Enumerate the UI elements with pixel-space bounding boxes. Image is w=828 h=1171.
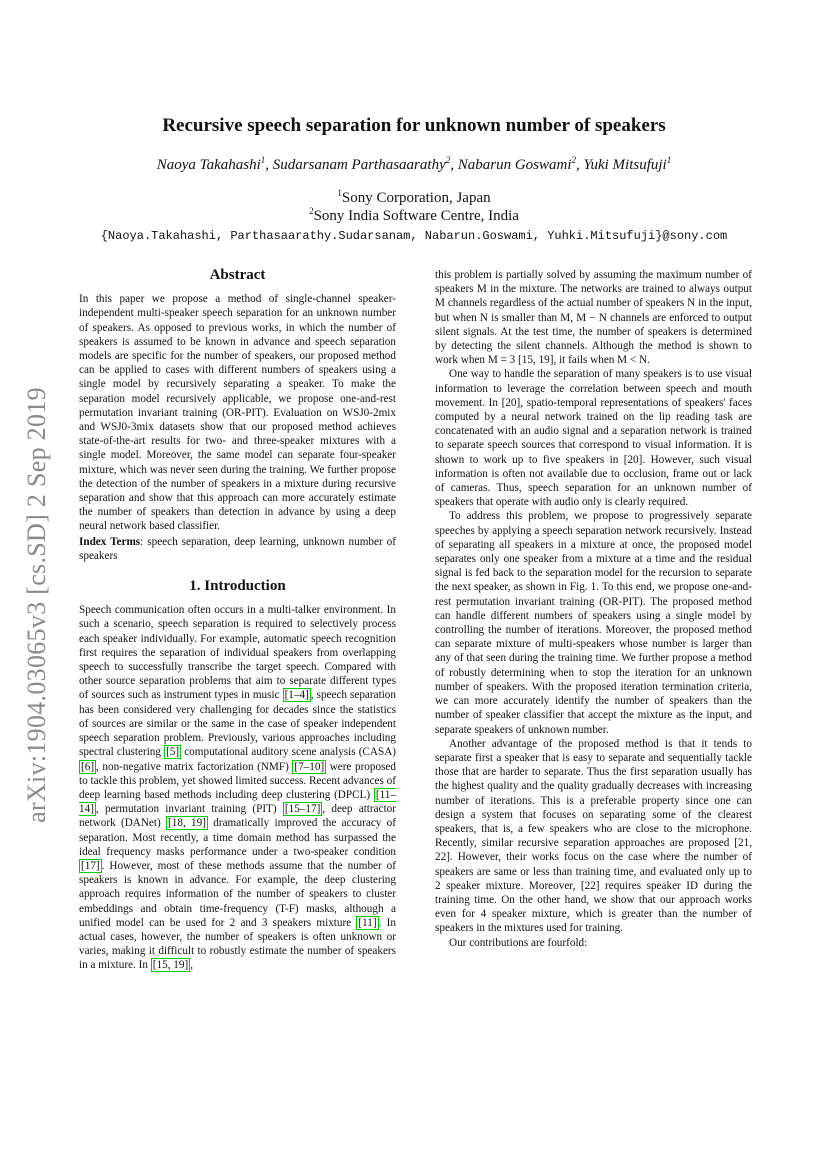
intro-text-segment: , — [190, 959, 193, 972]
index-terms-label: Index Terms — [79, 535, 141, 548]
arxiv-identifier-text: arXiv:1904.03065v3 [cs.SD] 2 Sep 2019 — [22, 387, 51, 823]
affiliation-mark: 1 — [260, 155, 266, 165]
citation-link[interactable]: [7–10] — [294, 760, 325, 773]
author-name: Yuki Mitsufuji — [583, 157, 667, 173]
body-paragraph: One way to handle the separation of many speakers is to use visual information to leverage the correlation between speech and mouth movement. In [20], spatio-temporal representations of speakers' faces computed by a neural network trained on the lip reading task are concatenated with an audio signal and a separation network is trained to separate speech sources that correspond to visual information. It is shown to work up to five speakers in [20]. However, such visual information is often not available due to occlusion, frame out or lack of cameras. Thus, speech separation for an unknown number of speakers that operate with audio only is clearly required. — [435, 368, 752, 509]
citation-link[interactable]: [15–17] — [284, 803, 321, 816]
affiliation-mark: 1 — [666, 155, 672, 165]
author-emails: {Naoya.Takahashi, Parthasaarathy.Sudarsanam, Nabarun.Goswami, Yuhki.Mitsufuji}@sony.com — [100, 229, 728, 243]
citation-link[interactable]: [15, 19] — [152, 959, 189, 972]
intro-text-segment: , deep attractor network (DANet) — [79, 803, 396, 830]
affiliation-mark: 1 — [337, 188, 342, 198]
intro-text-segment: , speech separation has been considered very challenging for decades since the statistics of sources are similar or the same in the case of speaker independent speech separation problem. Previously, various approaches including spectral clustering — [79, 689, 396, 759]
citation-link[interactable]: [5] — [166, 746, 180, 759]
intro-text-segment: computational auditory scene analysis (CASA) — [181, 746, 397, 759]
affiliation-1 — [0, 188, 828, 207]
affiliation-mark: 2 — [445, 155, 451, 165]
intro-text-segment: , non-negative matrix factorization (NMF) — [96, 760, 293, 773]
intro-text-segment: dramatically improved the accuracy of separation. Most recently, a time domain method has surpassed the ideal frequency masks performance under a two-speaker condition — [79, 817, 396, 858]
body-paragraph: this problem is partially solved by assuming the maximum number of speakers M in the mixture. The networks are trained to always output M channels regardless of the actual number of speakers N in the input, but when N is smaller than M, M − N channels are enforced to output silent signals. At the test time, the number of speakers is determined by detecting the silent channels. Although the method is shown to work when M = 3 [15, 19], it fails when M < N. — [435, 269, 752, 367]
abstract-text: In this paper we propose a method of single-channel speaker-independent multi-speaker speech separation for an unknown number of speakers. As opposed to previous works, in which the number of speakers is assumed to be known in advance and speech separation models are specific for the number of speakers, our proposed method can be applied to cases with different numbers of speakers using a single model by recursively separating a speaker. To make the separation model recursively applicable, we propose one-and-rest permutation invariant training (OR-PIT). Evaluation on WSJ0-2mix and WSJ0-3mix datasets show that our proposed method achieves state-of-the-art results for two- and three-speaker mixtures with a single model. Moreover, the same model can separate four-speaker mixture, which was never seen during the training. We further propose the detection of the number of speakers in a mixture during recursive separation and show that this approach can more accurately estimate the number of speakers than detection in advance by using a deep neural network based classifier. — [79, 293, 396, 533]
intro-text-segment: were proposed to tackle this problem, yet showed limited success. Recent advances of deep learning based methods including deep clustering (DPCL) — [79, 760, 396, 801]
citation-link[interactable]: [6] — [81, 760, 95, 773]
author-name: Naoya Takahashi — [156, 157, 261, 173]
author-name: Nabarun Goswami — [457, 157, 572, 173]
right-column — [435, 268, 752, 950]
intro-text-segment: . In actual cases, however, the number of speakers is often unknown or varies, making it difficult to robustly estimate the number of speakers in a mixture. In — [79, 916, 396, 972]
author-list: Naoya Takahashi$^1$, Sudarsanam Parthasaarathy$^2$, Nabarun Goswami$^2$, Yuki Mitsufuji$^1$ — [156, 155, 672, 173]
affiliation-text: Sony India Software Centre, India — [313, 208, 519, 224]
introduction-heading: 1. Introduction — [189, 578, 286, 595]
author-name: Sudarsanam Parthasaarathy — [272, 157, 446, 173]
citation-link[interactable]: [1–4] — [284, 689, 309, 702]
arxiv-identifier — [22, 370, 52, 840]
abstract-heading: Abstract — [209, 267, 266, 283]
citation-link[interactable]: [11–14] — [79, 788, 396, 816]
affiliation-mark: 2 — [571, 155, 577, 165]
citation-link[interactable]: [11] — [358, 916, 377, 929]
affiliation-mark: 2 — [309, 206, 314, 216]
intro-text-segment: Speech communication often occurs in a multi-talker environment. In such a scenario, speech separation is required to selectively process each speaker individually. For example, automatic speech recognition first requires the separation of individual speakers from overlapping speech to successfully transcribe the target speech. Compared with other source separation problems that aim to separate different types of sources such as instrument types in music — [79, 604, 396, 702]
citation-link[interactable]: [18, 19] — [168, 817, 206, 830]
intro-text-segment: . However, most of these methods assume that the number of speakers is known in advance. For example, the deep clustering approach requires information of the number of speakers to cluster embeddings and obtain time-frequency (T-F) masks, although a unified model can be used for 2 and 3 speakers mixture — [79, 859, 396, 929]
body-paragraph: Our contributions are fourfold: — [449, 936, 588, 949]
body-paragraph: To address this problem, we propose to progressively separate speeches by applying a speech separation network recursively. Instead of separating all speakers in a mixture at once, the proposed model separates only one speaker from a mixture at a time and the residual signal is fed back to the separation model for the recursion to separate the next speaker, as shown in Fig. 1. To this end, we propose one-and-rest permutation invariant training (OR-PIT). The proposed method can handle different numbers of speakers using a single model by controlling the number of iterations. Moreover, the proposed method can separate mixture of multi-speakers whose number is larger than any of that seen during the training time. We further propose a method of robustly determining when to stop the iteration for an unknown number of speakers. With the proposed iteration termination criteria, we can more accurately identify the number of speakers than the number of speaker classifier that accept the mixture as the input, and separate speakers of unknown number. — [435, 510, 752, 736]
paper-title: Recursive speech separation for unknown number of speakers — [162, 115, 666, 136]
intro-text-segment: , permutation invariant training (PIT) — [95, 803, 283, 816]
index-terms-text: : speech separation, deep learning, unknown number of speakers — [79, 535, 396, 562]
index-terms — [79, 535, 396, 563]
citation-link[interactable]: [17] — [81, 859, 100, 872]
body-paragraph: Another advantage of the proposed method is that it tends to separate first a speaker that is easy to separate and sequentially tackle those that are harder to separate. Thus the first separation usually has the highest quality and the quality gradually decreases with increasing number of iterations. This is a preferable property since one can design a system that focuses on separating some of the clearest speakers, that is, a few speakers who are close to the microphone. Recently, similar recursive separation approaches are proposed [21, 22]. However, their works focus on the case where the number of speakers are same or less than training time, and evaluated only up to 2 speaker mixture. Moreover, [22] requires speaker ID during the training time. On the other hand, we show that our approach works even for 4 speaker mixture, which is greater than the number of speakers in the mixtures used for training. — [435, 737, 752, 935]
intro-paragraph — [79, 603, 396, 972]
left-column — [79, 268, 396, 973]
affiliation-text: Sony Corporation, Japan — [341, 190, 491, 206]
affiliation-2 — [0, 206, 828, 225]
